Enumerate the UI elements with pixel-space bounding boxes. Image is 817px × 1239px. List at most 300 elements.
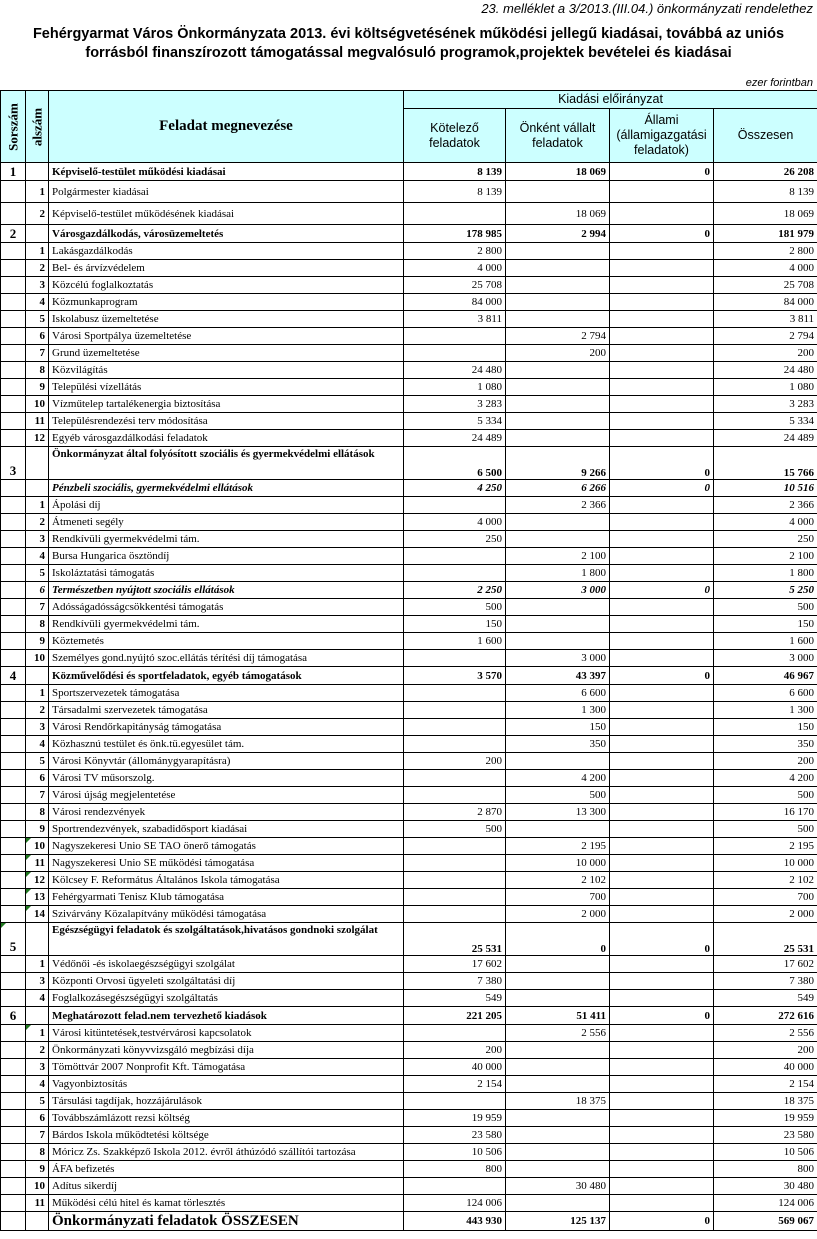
row-kotelezo: 24 480 [404, 362, 506, 379]
row-name: Fehérgyarmati Tenisz Klub támogatása [49, 889, 404, 906]
row-onkent: 1 800 [506, 565, 610, 582]
row-osszesen: 16 170 [714, 804, 817, 821]
row-alszam: 9 [26, 633, 49, 650]
row-name: Városi Rendőrkapitányság támogatása [49, 719, 404, 736]
row-name: Közmunkaprogram [49, 294, 404, 311]
table-row [1, 872, 817, 889]
table-row [1, 362, 817, 379]
row-alszam: 4 [26, 990, 49, 1007]
table-row [1, 396, 817, 413]
row-name: Közművelődési és sportfeladatok, egyéb támogatások [49, 667, 404, 685]
row-kotelezo: 25 531 [404, 923, 506, 956]
row-kotelezo: 1 080 [404, 379, 506, 396]
row-onkent [506, 616, 610, 633]
row-allami [610, 311, 714, 328]
row-sorszam [1, 514, 26, 531]
row-onkent: 13 300 [506, 804, 610, 821]
row-alszam: 1 [26, 181, 49, 203]
row-sorszam: 3 [1, 447, 26, 480]
row-onkent [506, 599, 610, 616]
row-sorszam [1, 1195, 26, 1212]
row-onkent: 700 [506, 889, 610, 906]
table-row [1, 1007, 817, 1025]
table-row [1, 633, 817, 650]
row-sorszam [1, 480, 26, 497]
table-row [1, 736, 817, 753]
row-osszesen: 4 000 [714, 260, 817, 277]
row-onkent: 10 000 [506, 855, 610, 872]
row-name: Egészségügyi feladatok és szolgáltatások,hivatásos gondnoki szolgálat [49, 923, 404, 956]
row-alszam: 1 [26, 243, 49, 260]
row-alszam: 2 [26, 514, 49, 531]
row-name: Városi kitüntetések,testvérvárosi kapcsolatok [49, 1025, 404, 1042]
row-alszam [26, 923, 49, 956]
row-alszam: 10 [26, 650, 49, 667]
row-name: Közvilágítás [49, 362, 404, 379]
row-onkent [506, 294, 610, 311]
row-osszesen: 2 100 [714, 548, 817, 565]
row-name: Szivárvány Közalapítvány működési támogatása [49, 906, 404, 923]
row-name: Rendkívüli gyermekvédelmi tám. [49, 616, 404, 633]
row-osszesen: 24 489 [714, 430, 817, 447]
row-alszam: 1 [26, 497, 49, 514]
budget-table [0, 90, 817, 1231]
row-onkent: 2 556 [506, 1025, 610, 1042]
row-onkent: 2 366 [506, 497, 610, 514]
row-kotelezo [404, 838, 506, 855]
row-osszesen: 18 375 [714, 1093, 817, 1110]
row-onkent: 9 266 [506, 447, 610, 480]
row-name: ÁFA befizetés [49, 1161, 404, 1178]
row-kotelezo: 84 000 [404, 294, 506, 311]
total-row [1, 1212, 817, 1231]
row-sorszam [1, 821, 26, 838]
row-name: Köztemetés [49, 633, 404, 650]
row-name: Adósságadósságcsökkentési támogatás [49, 599, 404, 616]
row-osszesen: 40 000 [714, 1059, 817, 1076]
row-name: Nagyszekeresi Unio SE működési támogatása [49, 855, 404, 872]
table-row [1, 531, 817, 548]
row-allami: 0 [610, 447, 714, 480]
table-row [1, 345, 817, 362]
row-allami [610, 1178, 714, 1195]
row-name: Továbbszámlázott rezsi költség [49, 1110, 404, 1127]
row-osszesen: 7 380 [714, 973, 817, 990]
row-allami [610, 203, 714, 225]
row-sorszam [1, 1076, 26, 1093]
row-kotelezo: 10 506 [404, 1144, 506, 1161]
row-kotelezo [404, 497, 506, 514]
row-name: Városi Sportpálya üzemeltetése [49, 328, 404, 345]
row-name: Iskoláztatási támogatás [49, 565, 404, 582]
row-onkent: 2 794 [506, 328, 610, 345]
row-sorszam [1, 906, 26, 923]
total-onkent: 125 137 [506, 1212, 610, 1231]
row-alszam [26, 1007, 49, 1025]
table-row [1, 328, 817, 345]
total-label: Önkormányzati feladatok ÖSSZESEN [49, 1212, 404, 1231]
row-osszesen: 10 506 [714, 1144, 817, 1161]
row-osszesen: 1 800 [714, 565, 817, 582]
row-kotelezo [404, 685, 506, 702]
row-osszesen: 500 [714, 821, 817, 838]
row-onkent [506, 1110, 610, 1127]
row-osszesen: 124 006 [714, 1195, 817, 1212]
row-name: Bursa Hungarica ösztöndíj [49, 548, 404, 565]
row-sorszam [1, 990, 26, 1007]
row-sorszam [1, 787, 26, 804]
row-kotelezo: 25 708 [404, 277, 506, 294]
row-onkent [506, 1042, 610, 1059]
row-osszesen: 17 602 [714, 956, 817, 973]
row-name: Rendkívüli gyermekvédelmi tám. [49, 531, 404, 548]
row-allami [610, 1042, 714, 1059]
row-osszesen: 150 [714, 719, 817, 736]
row-onkent: 3 000 [506, 650, 610, 667]
row-kotelezo: 4 000 [404, 514, 506, 531]
row-sorszam [1, 430, 26, 447]
row-osszesen: 2 366 [714, 497, 817, 514]
table-row [1, 497, 817, 514]
table-row [1, 1127, 817, 1144]
col-kiadasi: Kiadási előirányzat [404, 91, 817, 109]
row-alszam: 7 [26, 345, 49, 362]
row-alszam: 9 [26, 379, 49, 396]
row-kotelezo [404, 345, 506, 362]
table-row [1, 1059, 817, 1076]
row-osszesen: 2 000 [714, 906, 817, 923]
row-allami [610, 906, 714, 923]
row-kotelezo: 178 985 [404, 225, 506, 243]
row-alszam: 11 [26, 855, 49, 872]
row-osszesen: 5 334 [714, 413, 817, 430]
row-sorszam [1, 311, 26, 328]
row-sorszam [1, 362, 26, 379]
row-alszam: 2 [26, 1042, 49, 1059]
row-sorszam [1, 956, 26, 973]
row-osszesen: 250 [714, 531, 817, 548]
row-kotelezo: 800 [404, 1161, 506, 1178]
row-sorszam [1, 685, 26, 702]
row-alszam: 6 [26, 328, 49, 345]
row-alszam: 11 [26, 413, 49, 430]
row-kotelezo: 17 602 [404, 956, 506, 973]
row-name: Iskolabusz üzemeltetése [49, 311, 404, 328]
row-osszesen: 25 531 [714, 923, 817, 956]
row-osszesen: 200 [714, 753, 817, 770]
row-onkent: 18 375 [506, 1093, 610, 1110]
table-row [1, 702, 817, 719]
row-kotelezo: 23 580 [404, 1127, 506, 1144]
row-allami [610, 362, 714, 379]
row-name: Lakásgazdálkodás [49, 243, 404, 260]
table-row [1, 990, 817, 1007]
row-alszam: 9 [26, 821, 49, 838]
row-allami [610, 531, 714, 548]
row-onkent: 51 411 [506, 1007, 610, 1025]
row-alszam: 4 [26, 294, 49, 311]
row-osszesen: 2 195 [714, 838, 817, 855]
row-allami [610, 685, 714, 702]
row-onkent [506, 1076, 610, 1093]
row-kotelezo: 500 [404, 599, 506, 616]
row-osszesen: 150 [714, 616, 817, 633]
row-allami [610, 956, 714, 973]
row-name: Vagyonbiztosítás [49, 1076, 404, 1093]
row-kotelezo: 500 [404, 821, 506, 838]
row-onkent [506, 1127, 610, 1144]
row-osszesen: 25 708 [714, 277, 817, 294]
row-name: Nagyszekeresi Unio SE TAO önerő támogatás [49, 838, 404, 855]
row-name: Vízműtelep tartalékenergia biztosítása [49, 396, 404, 413]
row-sorszam [1, 1110, 26, 1127]
row-alszam: 4 [26, 548, 49, 565]
row-kotelezo: 8 139 [404, 181, 506, 203]
row-onkent [506, 753, 610, 770]
row-alszam: 3 [26, 719, 49, 736]
total-osszesen: 569 067 [714, 1212, 817, 1231]
row-osszesen: 272 616 [714, 1007, 817, 1025]
col-feladat: Feladat megnevezése [49, 91, 404, 163]
table-row [1, 821, 817, 838]
row-onkent: 18 069 [506, 163, 610, 181]
table-row [1, 1178, 817, 1195]
row-name: Társulási tagdíjak, hozzájárulások [49, 1093, 404, 1110]
row-allami [610, 1025, 714, 1042]
row-name: Települési vízellátás [49, 379, 404, 396]
table-row [1, 163, 817, 181]
row-allami [610, 1195, 714, 1212]
row-alszam: 5 [26, 565, 49, 582]
table-row [1, 923, 817, 956]
row-name: Közcélú foglalkoztatás [49, 277, 404, 294]
row-name: Meghatározott felad.nem tervezhető kiadások [49, 1007, 404, 1025]
row-name: Sportrendezvények, szabadidősport kiadásai [49, 821, 404, 838]
row-onkent: 500 [506, 787, 610, 804]
row-name: Városi újság megjelentetése [49, 787, 404, 804]
row-alszam: 7 [26, 599, 49, 616]
row-osszesen: 8 139 [714, 181, 817, 203]
row-alszam: 10 [26, 838, 49, 855]
row-alszam: 6 [26, 1110, 49, 1127]
row-kotelezo [404, 1093, 506, 1110]
row-sorszam [1, 294, 26, 311]
row-onkent: 0 [506, 923, 610, 956]
row-alszam: 8 [26, 804, 49, 821]
row-alszam: 1 [26, 956, 49, 973]
row-allami [610, 702, 714, 719]
row-name: Bárdos Iskola működtetési költsége [49, 1127, 404, 1144]
row-allami [610, 990, 714, 1007]
row-alszam: 3 [26, 1059, 49, 1076]
row-sorszam [1, 396, 26, 413]
table-row [1, 548, 817, 565]
row-osszesen: 19 959 [714, 1110, 817, 1127]
row-allami [610, 1161, 714, 1178]
row-kotelezo [404, 855, 506, 872]
row-kotelezo: 8 139 [404, 163, 506, 181]
row-allami [610, 1127, 714, 1144]
row-osszesen: 10 516 [714, 480, 817, 497]
row-osszesen: 30 480 [714, 1178, 817, 1195]
table-row [1, 582, 817, 599]
row-onkent: 2 000 [506, 906, 610, 923]
row-name: Tömöttvár 2007 Nonprofit Kft. Támogatása [49, 1059, 404, 1076]
row-allami [610, 889, 714, 906]
row-onkent [506, 413, 610, 430]
table-row [1, 1025, 817, 1042]
row-osszesen: 3 811 [714, 311, 817, 328]
row-allami [610, 430, 714, 447]
row-onkent: 3 000 [506, 582, 610, 599]
row-osszesen: 700 [714, 889, 817, 906]
row-kotelezo: 24 489 [404, 430, 506, 447]
row-sorszam [1, 973, 26, 990]
row-kotelezo [404, 203, 506, 225]
table-row [1, 379, 817, 396]
row-alszam: 5 [26, 311, 49, 328]
col-onkent: Önként vállalt feladatok [506, 109, 610, 163]
row-name: Önkormányzati könyvvizsgáló megbízási díja [49, 1042, 404, 1059]
row-alszam: 2 [26, 260, 49, 277]
row-osszesen: 24 480 [714, 362, 817, 379]
total-allami: 0 [610, 1212, 714, 1231]
table-row [1, 480, 817, 497]
row-kotelezo [404, 906, 506, 923]
row-name: Városgazdálkodás, városüzemeltetés [49, 225, 404, 243]
title-line-1: Fehérgyarmat Város Önkormányzata 2013. évi költségvetésének működési jellegű kiadásai, továbbá az uniós [32, 26, 785, 42]
table-row [1, 1144, 817, 1161]
row-onkent [506, 430, 610, 447]
row-sorszam [1, 345, 26, 362]
table-row [1, 294, 817, 311]
row-allami [610, 379, 714, 396]
row-osszesen: 2 794 [714, 328, 817, 345]
row-sorszam [1, 1093, 26, 1110]
row-sorszam [1, 181, 26, 203]
row-name: Közhasznú testület és önk.tü.egyesület tám. [49, 736, 404, 753]
row-allami: 0 [610, 163, 714, 181]
row-name: Önkormányzat által folyósított szociális és gyermekvédelmi ellátások [49, 447, 404, 480]
row-alszam: 3 [26, 531, 49, 548]
row-sorszam [1, 582, 26, 599]
row-osszesen: 3 000 [714, 650, 817, 667]
row-allami: 0 [610, 1007, 714, 1025]
row-osszesen: 2 102 [714, 872, 817, 889]
row-name: Természetben nyújtott szociális ellátások [49, 582, 404, 599]
row-onkent [506, 311, 610, 328]
row-alszam: 4 [26, 1076, 49, 1093]
row-sorszam [1, 1178, 26, 1195]
row-sorszam [1, 413, 26, 430]
row-kotelezo: 549 [404, 990, 506, 1007]
table-row [1, 650, 817, 667]
row-kotelezo [404, 565, 506, 582]
row-osszesen: 2 556 [714, 1025, 817, 1042]
row-alszam: 5 [26, 1093, 49, 1110]
row-onkent [506, 1161, 610, 1178]
col-alszam: alszám [26, 91, 49, 163]
row-name: Városi Könyvtár (állománygyarapításra) [49, 753, 404, 770]
row-osszesen: 23 580 [714, 1127, 817, 1144]
row-alszam: 2 [26, 702, 49, 719]
row-onkent [506, 1059, 610, 1076]
row-osszesen: 1 080 [714, 379, 817, 396]
row-allami [610, 616, 714, 633]
row-sorszam [1, 243, 26, 260]
row-sorszam [1, 838, 26, 855]
row-name: Városi TV műsorszolg. [49, 770, 404, 787]
row-name: Grund üzemeltetése [49, 345, 404, 362]
row-kotelezo [404, 548, 506, 565]
row-onkent: 30 480 [506, 1178, 610, 1195]
row-kotelezo [404, 889, 506, 906]
row-sorszam [1, 633, 26, 650]
row-alszam [26, 480, 49, 497]
row-onkent: 200 [506, 345, 610, 362]
row-onkent: 2 195 [506, 838, 610, 855]
table-row [1, 447, 817, 480]
row-allami [610, 973, 714, 990]
table-row [1, 838, 817, 855]
row-osszesen: 350 [714, 736, 817, 753]
row-allami [610, 514, 714, 531]
row-allami [610, 719, 714, 736]
total-s [1, 1212, 26, 1231]
row-name: Átmeneti segély [49, 514, 404, 531]
row-osszesen: 2 154 [714, 1076, 817, 1093]
row-allami [610, 855, 714, 872]
row-onkent [506, 362, 610, 379]
row-allami [610, 1144, 714, 1161]
row-name: Társadalmi szervezetek támogatása [49, 702, 404, 719]
row-alszam: 6 [26, 582, 49, 599]
row-alszam: 1 [26, 685, 49, 702]
row-kotelezo: 6 500 [404, 447, 506, 480]
row-onkent: 18 069 [506, 203, 610, 225]
row-kotelezo [404, 736, 506, 753]
row-name: Egyéb városgazdálkodási feladatok [49, 430, 404, 447]
row-sorszam [1, 650, 26, 667]
row-onkent: 350 [506, 736, 610, 753]
table-row [1, 1042, 817, 1059]
row-osszesen: 549 [714, 990, 817, 1007]
row-sorszam [1, 855, 26, 872]
table-row [1, 311, 817, 328]
table-row [1, 855, 817, 872]
row-osszesen: 26 208 [714, 163, 817, 181]
table-row [1, 599, 817, 616]
row-sorszam [1, 770, 26, 787]
row-kotelezo: 221 205 [404, 1007, 506, 1025]
table-row [1, 956, 817, 973]
row-onkent: 2 102 [506, 872, 610, 889]
row-allami [610, 328, 714, 345]
row-osszesen: 2 800 [714, 243, 817, 260]
row-sorszam [1, 1127, 26, 1144]
page-title [0, 25, 817, 63]
row-osszesen: 800 [714, 1161, 817, 1178]
row-alszam: 12 [26, 430, 49, 447]
row-alszam: 8 [26, 362, 49, 379]
row-onkent: 6 600 [506, 685, 610, 702]
row-name: Polgármester kiadásai [49, 181, 404, 203]
row-kotelezo: 7 380 [404, 973, 506, 990]
col-allami: Állami (államigazgatási feladatok) [610, 109, 714, 163]
row-alszam [26, 447, 49, 480]
row-name: Adítus sikerdíj [49, 1178, 404, 1195]
row-onkent [506, 1195, 610, 1212]
